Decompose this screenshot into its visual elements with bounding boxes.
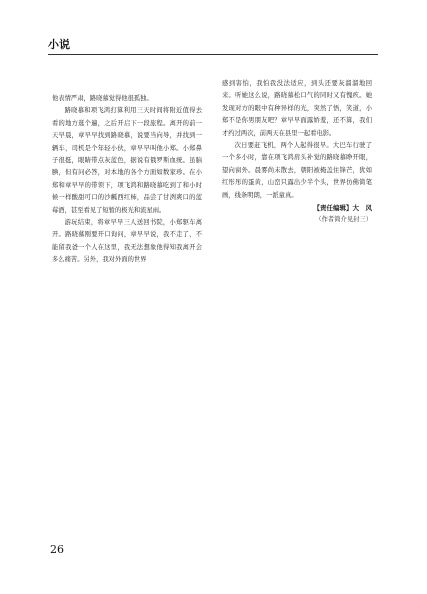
left-column	[52, 93, 202, 267]
paragraph-2: 路晓慕和项飞鸿打算利用三天时间将附近值得去看的地方逛个遍，之后开启下一段旅程。离开的前一天早晨，章早早找到路晓慕，说要当向导，并找到一辆车，司机是个年轻小伙，章早早叫他小郑。小郑鼻子很挺，眼睛带点灰蓝色，据说有俄罗斯血统。虽脑腆，但有问必答，对本地的各个方面如数家珍。在小郑和章早早的带领下，项飞鸿和路晓慕吃到了和小时候一样酸甜可口的沙瓤西红柿，品尝了甘洌爽口的蓝莓酒，甚至看见了短暂的极光和流星雨。	[52, 107, 202, 214]
paragraph-1: 他表情严肃，路晓慕觉得他很孤独。	[52, 95, 153, 102]
editor-credit: 【责任编辑】大 风	[313, 204, 372, 213]
paragraph-3: 游玩结束，将章早早三人送回书院，小郑驱车离开。路晓慕刚要开口询问，章早早说，我不走了，不能留我爸一个人在这里，我无法想象他得知我离开会多么痛苦。另外，我对外面的世界	[52, 219, 202, 264]
header-rule	[48, 54, 378, 55]
paragraph-5: 次日要赶飞机，两个人起得很早。大巴车行驶了一个多小时，靠在项飞鸿肩头补觉的路晓慕睁开眼，望向窗外。晨雾尚未散去，朝阳被掩盖住锋芒，犹如红彤彤的蛋黄，山峦只露出少半个头，世界仿佛简笔画，线条明朗，一派童真。	[222, 142, 372, 199]
paragraph-4: 感到害怕，我怕我没法适应，到头还要灰溜溜地回来。听她这么说，路晓慕松口气的同时又有愧疚。她发现对方的眼中有种异样的光，突然了悟，笑道，小郑不是你男朋友吧？章早早面露娇羞，还不算，我们才约过两次，前两天在县里一起看电影。	[222, 80, 372, 137]
section-label: 小说	[48, 38, 70, 51]
page-number: 26	[50, 543, 64, 556]
right-column	[222, 78, 372, 227]
author-note: （作者简介见封三）	[315, 216, 372, 224]
